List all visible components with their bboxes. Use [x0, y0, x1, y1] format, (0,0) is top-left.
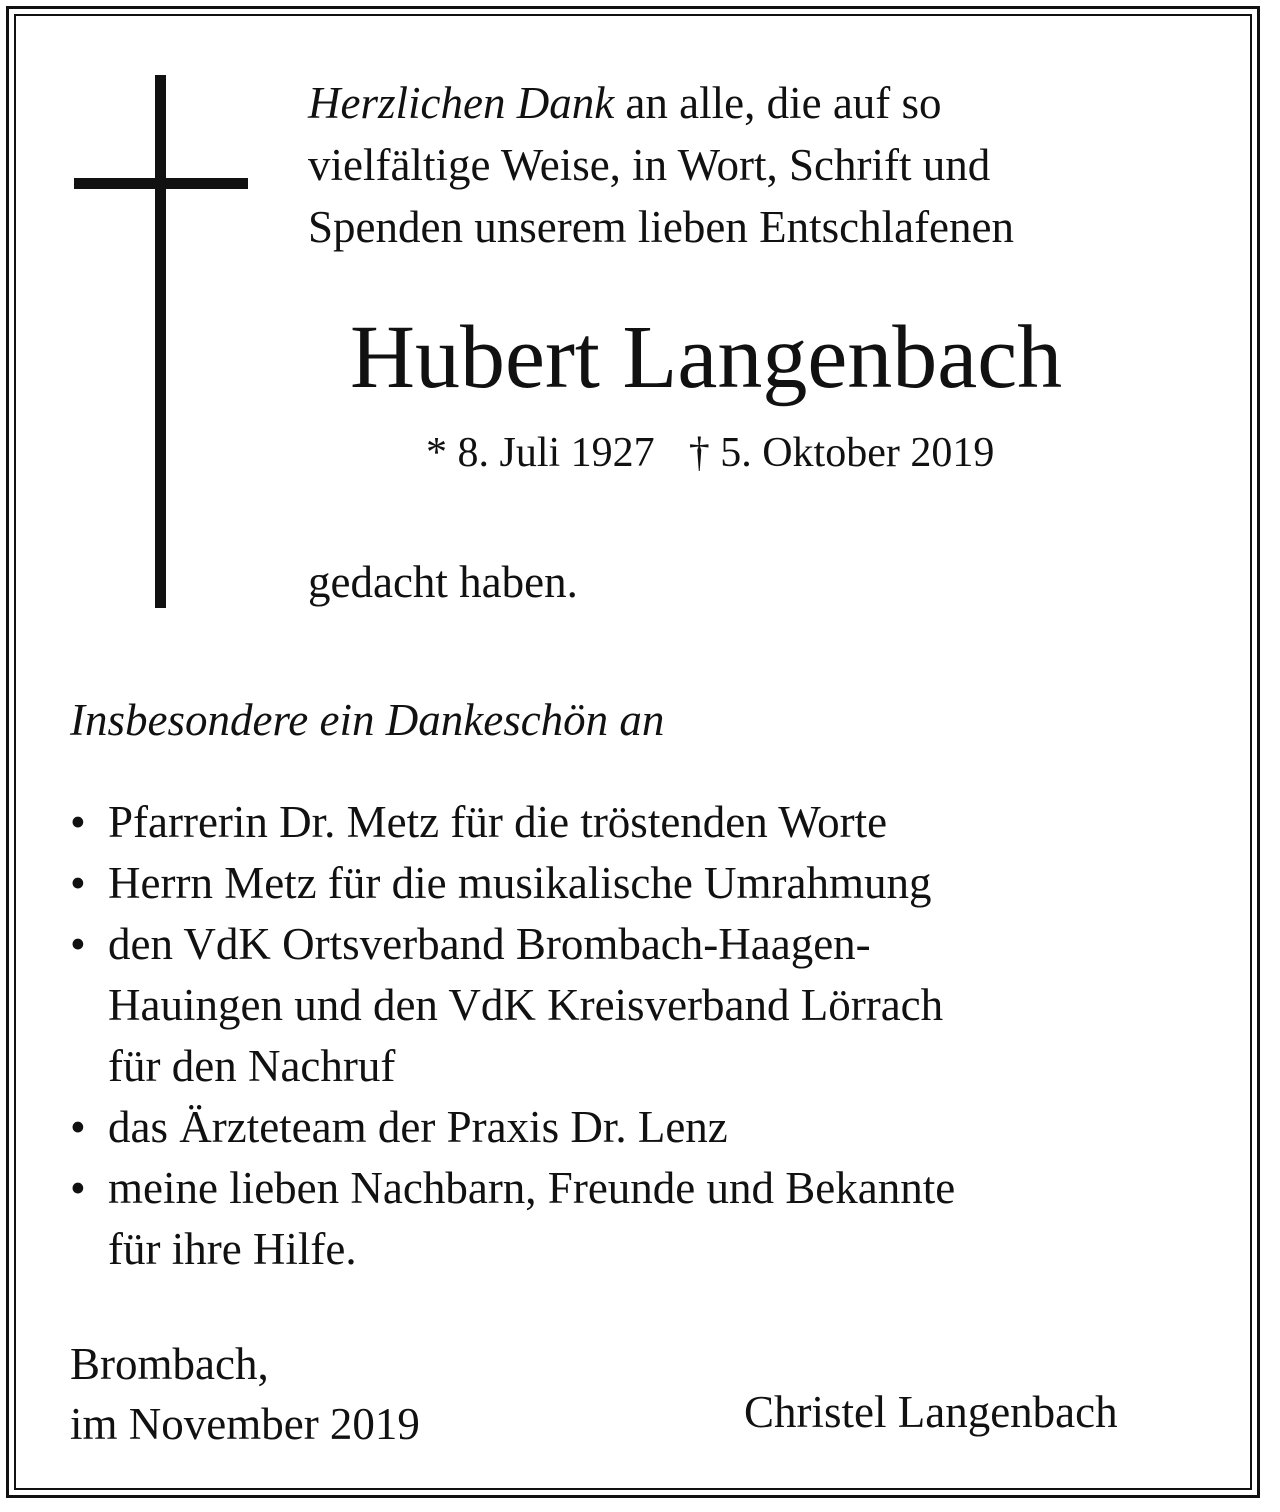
death-date: † 5. Oktober 2019 [688, 430, 995, 476]
list-item [70, 1097, 1190, 1158]
intro-emphasis: Herzlichen Dank [308, 78, 615, 128]
thanks-heading: Insbesondere ein Dankeschön an [70, 695, 665, 745]
date-line: im November 2019 [70, 1399, 420, 1449]
list-item-line: das Ärzteteam der Praxis Dr. Lenz [108, 1102, 728, 1152]
bullet-icon: • [70, 858, 86, 908]
closing-text: gedacht haben. [308, 557, 578, 607]
life-dates [426, 426, 1186, 480]
intro-text [308, 72, 1208, 258]
bullet-icon: • [70, 1163, 86, 1213]
list-item-line: Hauingen und den VdK Kreisverband Lörrach [108, 980, 944, 1030]
list-item [70, 1158, 1190, 1280]
bullet-icon: • [70, 919, 86, 969]
thanks-list [70, 792, 1190, 1280]
bullet-icon: • [70, 797, 86, 847]
list-item [70, 853, 1190, 914]
list-item [70, 914, 1190, 1097]
place-line: Brombach, [70, 1339, 269, 1389]
intro-line3: Spenden unserem lieben Entschlafenen [308, 202, 1015, 252]
intro-line2: vielfältige Weise, in Wort, Schrift und [308, 140, 991, 190]
list-item-line: Pfarrerin Dr. Metz für die tröstenden Worte [108, 797, 888, 847]
list-item-line: für ihre Hilfe. [108, 1224, 357, 1274]
deceased-name: Hubert Langenbach [350, 308, 1063, 407]
list-item [70, 792, 1190, 853]
list-item-line: Herrn Metz für die musikalische Umrahmung [108, 858, 932, 908]
birth-date: * 8. Juli 1927 [426, 430, 655, 476]
bullet-icon: • [70, 1102, 86, 1152]
cross-icon-vertical-bar [155, 75, 166, 608]
list-item-line: den VdK Ortsverband Brombach-Haagen- [108, 919, 871, 969]
signature: Christel Langenbach [744, 1387, 1118, 1437]
place-and-date [70, 1334, 420, 1454]
list-item-line: für den Nachruf [108, 1041, 396, 1091]
cross-icon-horizontal-bar [74, 178, 248, 189]
intro-line1-rest: an alle, die auf so [614, 78, 942, 128]
list-item-line: meine lieben Nachbarn, Freunde und Bekannte [108, 1163, 956, 1213]
